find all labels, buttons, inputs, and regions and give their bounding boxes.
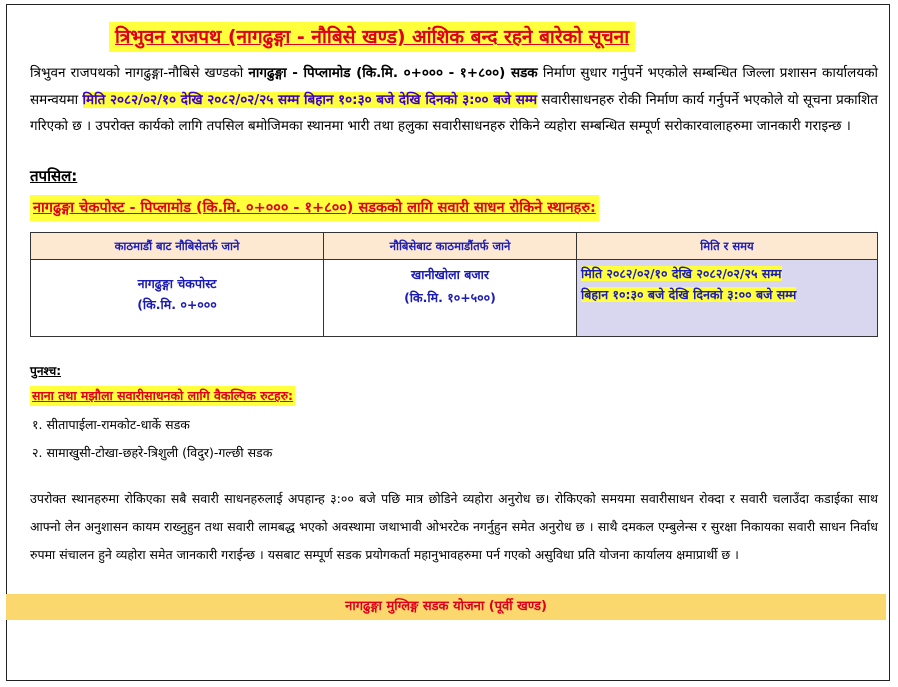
table-row [31, 260, 878, 337]
intro-text-1: त्रिभुवन राजपथको नागढुङ्गा-नौबिसे खण्डको [30, 65, 249, 81]
header-naubise-to-ktm: नौबिसेबाट काठमाडौंतर्फ जाने [324, 233, 577, 260]
list-item: २. सामाखुसी-टोखा-छहरे-त्रिशुली (विदुर)-गल्छी सडक [32, 445, 273, 460]
header-date-time: मिति र समय [577, 233, 878, 260]
intro-paragraph [30, 60, 878, 140]
intro-text-2: निर्माण सुधार गर्नुपर्ने भएकोले सम्बन्धित जिल्ला प्रशासन कार्यालयको समन्वयमा [30, 65, 879, 108]
cell-date-time [577, 260, 878, 337]
tapasil-heading: तपसिल: [30, 167, 78, 185]
stop-places-heading: नागढुङ्गा चेकपोस्ट - पिप्लामोड (कि.मि. ०+००० - १+८००) सडकको लागि सवारी साधन रोकिने स्थानहरु: [30, 195, 599, 221]
time-range: बिहान १०:३० बजे देखि दिनको ३:०० बजे सम्म [581, 287, 797, 302]
header-ktm-to-naubise: काठमाडौं बाट नौबिसेतर्फ जाने [31, 233, 324, 260]
intro-text-3: सवारीसाधनहरु रोकी निर्माण कार्य गर्नुपर्ने भएकोले यो सूचना प्रकाशित गरिएको छ । उपरोक्त कार्यको लागि तपसिल बमोजिमका स्थानमा भारी तथा हलुका सवारीसाधनहरु रोकिने व्यहोरा सम्बन्धित सम्पूर्ण सरोकारवालाहरुमा जानकारी गराइन्छ । [30, 91, 879, 134]
intro-road-section: नागढुङ्गा - पिप्लामोड (कि.मि. ०+००० - १+८००) सडक [248, 65, 538, 81]
footer-office-name: नागढुङ्गा मुग्लिङ्ग सडक योजना (पूर्वी खण्ड) [345, 599, 547, 614]
stop-location-1: नागढुङ्गा चेकपोस्ट [137, 276, 217, 291]
cell-ktm-to-naubise [31, 260, 324, 337]
closing-note: उपरोक्त स्थानहरुमा रोकिएका सबै सवारी साधनहरुलाई अपहान्ह ३:०० बजे पछि मात्र छोडिने व्यहोरा अनुरोध छ। रोकिएको समयमा सवारीसाधन रोक्दा र सवारी चलाउँदा कडाईका साथ आफ्नो लेन अनुशासन कायम राख्नुहुन तथा सवारी लामबद्ध भएको अवस्थामा जथाभावी ओभरटेक नगर्नुहुन समेत अनुरोध छ । साथै दमकल एम्बुलेन्स र सुरक्षा निकायका सवारी साधन निर्वाध रुपमा संचालन हुने व्यहोरा समेत जानकारी गराईन्छ । यसबाट सम्पूर्ण सडक प्रयोगकर्ता महानुभावहरुमा पर्न गएको असुविधा प्रति योजना कार्यालय क्षमाप्रार्थी छ । [30, 491, 878, 562]
list-item: १. सीतापाईला-रामकोट-धार्के सडक [32, 417, 190, 432]
stop-chainage-2: (कि.मि. १०+५००) [404, 290, 496, 305]
closure-date-highlight: मिति २०८२/०२/१० देखि २०८२/०२/२५ सम्म बिहान १०:३० बजे देखि दिनको ३:०० बजे सम्म [82, 91, 538, 108]
cell-naubise-to-ktm [324, 260, 577, 337]
table-header-row [31, 233, 878, 260]
stop-location-2: खानीखोला बजार [411, 267, 489, 282]
notice-title: त्रिभुवन राजपथ (नागढुङ्गा - नौबिसे खण्ड) आंशिक बन्द रहने बारेको सूचना [109, 22, 635, 52]
stop-chainage-1: (कि.मि. ०+००० [137, 297, 217, 312]
alt-routes-title: साना तथा मझौला सवारीसाधनको लागि वैकल्पिक रुटहरु: [30, 386, 295, 406]
footer-band [6, 594, 886, 620]
schedule-table [30, 232, 878, 337]
punashcha-label: पुनश्च: [30, 364, 61, 378]
date-range: मिति २०८२/०२/१० देखि २०८२/०२/२५ सम्म [581, 266, 782, 281]
